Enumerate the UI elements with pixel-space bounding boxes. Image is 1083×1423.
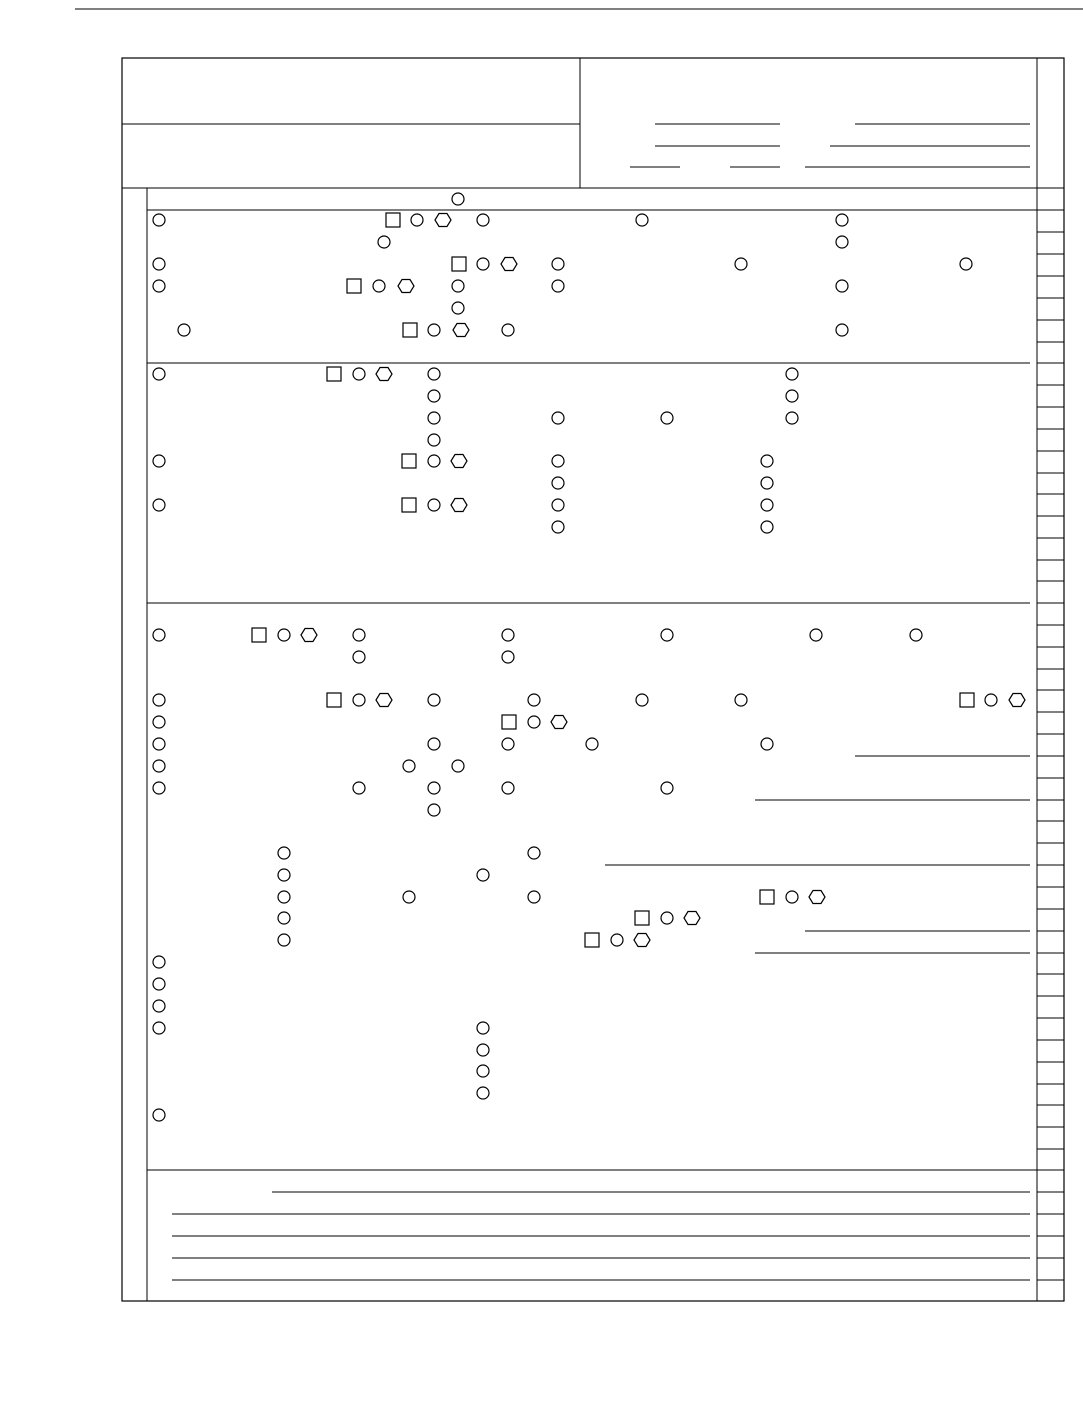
radio-option-icon[interactable]: [278, 891, 290, 903]
radio-option-icon[interactable]: [403, 760, 415, 772]
hexagon-option-icon[interactable]: [453, 324, 469, 337]
radio-option-icon[interactable]: [761, 455, 773, 467]
radio-option-icon[interactable]: [278, 847, 290, 859]
radio-option-icon[interactable]: [153, 956, 165, 968]
radio-option-icon[interactable]: [477, 1022, 489, 1034]
radio-option-icon[interactable]: [278, 912, 290, 924]
radio-option-icon[interactable]: [428, 499, 440, 511]
radio-option-icon[interactable]: [153, 978, 165, 990]
radio-option-icon[interactable]: [428, 412, 440, 424]
radio-option-icon[interactable]: [502, 629, 514, 641]
radio-option-icon[interactable]: [153, 455, 165, 467]
checkbox-icon[interactable]: [347, 279, 361, 293]
radio-option-icon[interactable]: [353, 651, 365, 663]
radio-option-icon[interactable]: [528, 847, 540, 859]
radio-option-icon[interactable]: [910, 629, 922, 641]
hexagon-option-icon[interactable]: [551, 716, 567, 729]
radio-option-icon[interactable]: [378, 236, 390, 248]
radio-option-icon[interactable]: [452, 193, 464, 205]
radio-option-icon[interactable]: [477, 1065, 489, 1077]
radio-option-icon[interactable]: [452, 302, 464, 314]
radio-option-icon[interactable]: [153, 782, 165, 794]
radio-option-icon[interactable]: [411, 214, 423, 226]
radio-option-icon[interactable]: [353, 694, 365, 706]
radio-option-icon[interactable]: [428, 455, 440, 467]
radio-option-icon[interactable]: [786, 891, 798, 903]
radio-option-icon[interactable]: [353, 782, 365, 794]
radio-option-icon[interactable]: [477, 258, 489, 270]
radio-option-icon[interactable]: [153, 368, 165, 380]
radio-option-icon[interactable]: [761, 499, 773, 511]
radio-option-icon[interactable]: [552, 258, 564, 270]
hexagon-option-icon[interactable]: [684, 912, 700, 925]
radio-option-icon[interactable]: [985, 694, 997, 706]
radio-option-icon[interactable]: [153, 694, 165, 706]
radio-option-icon[interactable]: [428, 782, 440, 794]
radio-option-icon[interactable]: [178, 324, 190, 336]
radio-option-icon[interactable]: [452, 760, 464, 772]
radio-option-icon[interactable]: [428, 434, 440, 446]
radio-option-icon[interactable]: [502, 651, 514, 663]
hexagon-option-icon[interactable]: [501, 258, 517, 271]
radio-option-icon[interactable]: [810, 629, 822, 641]
radio-option-icon[interactable]: [661, 782, 673, 794]
radio-option-icon[interactable]: [661, 629, 673, 641]
radio-option-icon[interactable]: [477, 1087, 489, 1099]
radio-option-icon[interactable]: [428, 804, 440, 816]
radio-option-icon[interactable]: [761, 477, 773, 489]
radio-option-icon[interactable]: [153, 760, 165, 772]
checkbox-icon[interactable]: [760, 890, 774, 904]
radio-option-icon[interactable]: [836, 324, 848, 336]
checkbox-icon[interactable]: [452, 257, 466, 271]
radio-option-icon[interactable]: [528, 694, 540, 706]
radio-option-icon[interactable]: [786, 412, 798, 424]
radio-option-icon[interactable]: [761, 521, 773, 533]
radio-option-icon[interactable]: [611, 934, 623, 946]
radio-option-icon[interactable]: [552, 521, 564, 533]
radio-option-icon[interactable]: [960, 258, 972, 270]
radio-option-icon[interactable]: [636, 214, 648, 226]
radio-option-icon[interactable]: [836, 236, 848, 248]
radio-option-icon[interactable]: [278, 629, 290, 641]
checkbox-icon[interactable]: [327, 367, 341, 381]
radio-option-icon[interactable]: [528, 716, 540, 728]
radio-option-icon[interactable]: [153, 258, 165, 270]
checkbox-icon[interactable]: [327, 693, 341, 707]
hexagon-option-icon[interactable]: [809, 891, 825, 904]
radio-option-icon[interactable]: [502, 782, 514, 794]
hexagon-option-icon[interactable]: [376, 368, 392, 381]
radio-option-icon[interactable]: [403, 891, 415, 903]
radio-option-icon[interactable]: [836, 214, 848, 226]
radio-option-icon[interactable]: [661, 912, 673, 924]
radio-option-icon[interactable]: [278, 934, 290, 946]
radio-option-icon[interactable]: [502, 738, 514, 750]
radio-option-icon[interactable]: [552, 280, 564, 292]
radio-option-icon[interactable]: [153, 716, 165, 728]
radio-option-icon[interactable]: [153, 214, 165, 226]
checkbox-icon[interactable]: [402, 454, 416, 468]
radio-option-icon[interactable]: [477, 869, 489, 881]
radio-option-icon[interactable]: [428, 738, 440, 750]
hexagon-option-icon[interactable]: [451, 455, 467, 468]
radio-option-icon[interactable]: [428, 324, 440, 336]
radio-option-icon[interactable]: [735, 694, 747, 706]
checkbox-icon[interactable]: [585, 933, 599, 947]
checkbox-icon[interactable]: [402, 498, 416, 512]
radio-option-icon[interactable]: [278, 869, 290, 881]
radio-option-icon[interactable]: [353, 629, 365, 641]
radio-option-icon[interactable]: [786, 368, 798, 380]
radio-option-icon[interactable]: [153, 499, 165, 511]
radio-option-icon[interactable]: [153, 280, 165, 292]
hexagon-option-icon[interactable]: [1009, 694, 1025, 707]
radio-option-icon[interactable]: [836, 280, 848, 292]
radio-option-icon[interactable]: [552, 499, 564, 511]
radio-option-icon[interactable]: [373, 280, 385, 292]
hexagon-option-icon[interactable]: [376, 694, 392, 707]
radio-option-icon[interactable]: [552, 455, 564, 467]
form-frame: [122, 58, 1064, 1301]
hexagon-option-icon[interactable]: [398, 280, 414, 293]
hexagon-option-icon[interactable]: [634, 934, 650, 947]
radio-option-icon[interactable]: [153, 629, 165, 641]
checkbox-icon[interactable]: [635, 911, 649, 925]
checkbox-icon[interactable]: [960, 693, 974, 707]
radio-option-icon[interactable]: [735, 258, 747, 270]
checkbox-icon[interactable]: [403, 323, 417, 337]
checkbox-icon[interactable]: [502, 715, 516, 729]
radio-option-icon[interactable]: [477, 214, 489, 226]
radio-option-icon[interactable]: [153, 1109, 165, 1121]
hexagon-option-icon[interactable]: [435, 214, 451, 227]
radio-option-icon[interactable]: [477, 1044, 489, 1056]
radio-option-icon[interactable]: [153, 738, 165, 750]
radio-option-icon[interactable]: [552, 412, 564, 424]
radio-option-icon[interactable]: [586, 738, 598, 750]
radio-option-icon[interactable]: [452, 280, 464, 292]
radio-option-icon[interactable]: [502, 324, 514, 336]
radio-option-icon[interactable]: [761, 738, 773, 750]
radio-option-icon[interactable]: [353, 368, 365, 380]
radio-option-icon[interactable]: [153, 1022, 165, 1034]
hexagon-option-icon[interactable]: [301, 629, 317, 642]
radio-option-icon[interactable]: [153, 1000, 165, 1012]
radio-option-icon[interactable]: [428, 368, 440, 380]
radio-option-icon[interactable]: [661, 412, 673, 424]
radio-option-icon[interactable]: [428, 694, 440, 706]
radio-option-icon[interactable]: [786, 390, 798, 402]
radio-option-icon[interactable]: [528, 891, 540, 903]
hexagon-option-icon[interactable]: [451, 499, 467, 512]
radio-option-icon[interactable]: [636, 694, 648, 706]
checkbox-icon[interactable]: [252, 628, 266, 642]
checkbox-icon[interactable]: [386, 213, 400, 227]
radio-option-icon[interactable]: [428, 390, 440, 402]
radio-option-icon[interactable]: [552, 477, 564, 489]
